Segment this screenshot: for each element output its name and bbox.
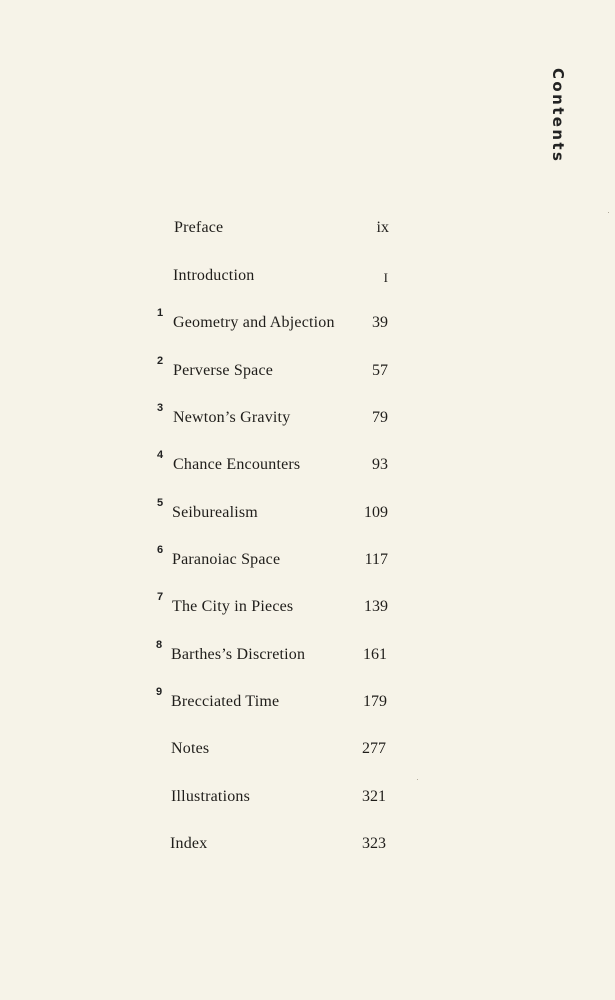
toc-entry-chapter-4[interactable] [157, 449, 397, 480]
entry-title: Chance Encounters [173, 456, 301, 473]
entry-page-number: 321 [362, 788, 386, 805]
entry-title: Introduction [173, 267, 255, 284]
entry-title: Brecciated Time [171, 693, 280, 710]
paper-speck [608, 212, 609, 213]
chapter-number: 2 [157, 355, 164, 367]
chapter-number: 4 [157, 449, 164, 461]
toc-entry-chapter-8[interactable] [156, 639, 396, 670]
entry-page-number: 39 [372, 314, 388, 331]
entry-title: Paranoiac Space [172, 551, 281, 568]
entry-page-number: 109 [364, 504, 388, 521]
entry-page-number: 323 [362, 835, 386, 852]
entry-page-number: 277 [362, 740, 386, 757]
chapter-number: 7 [157, 591, 164, 603]
chapter-number: 5 [157, 497, 164, 509]
toc-entry-chapter-3[interactable] [157, 402, 397, 433]
entry-title: Perverse Space [173, 362, 274, 379]
entry-page-number: 93 [372, 456, 388, 473]
toc-entry-introduction[interactable] [157, 267, 397, 291]
toc-entry-chapter-1[interactable] [157, 307, 397, 338]
toc-entry-chapter-2[interactable] [157, 355, 397, 386]
chapter-number: 8 [156, 639, 163, 651]
toc-entry-preface[interactable] [157, 219, 397, 243]
entry-page-number: 139 [364, 598, 388, 615]
running-head: Contents [549, 68, 567, 164]
entry-title: Illustrations [171, 788, 251, 805]
entry-title: Seiburealism [172, 504, 258, 521]
entry-title: The City in Pieces [172, 598, 294, 615]
toc-entry-index[interactable] [156, 835, 396, 859]
toc-entry-chapter-6[interactable] [157, 544, 397, 575]
entry-page-number: 179 [363, 693, 387, 710]
toc-entry-chapter-9[interactable] [156, 686, 396, 717]
entry-page-number: 79 [372, 409, 388, 426]
entry-title: Preface [174, 219, 224, 236]
chapter-number: 3 [157, 402, 164, 414]
toc-entry-illustrations[interactable] [156, 788, 396, 812]
entry-title: Index [170, 835, 208, 852]
chapter-number: 9 [156, 686, 163, 698]
toc-entry-chapter-7[interactable] [157, 591, 397, 622]
paper-speck [417, 779, 418, 780]
toc-entry-notes[interactable] [156, 740, 396, 764]
entry-page-number: 117 [364, 551, 388, 568]
entry-title: Notes [171, 740, 210, 757]
entry-page-number: 161 [363, 646, 387, 663]
entry-title: Barthes’s Discretion [171, 646, 306, 663]
entry-title: Geometry and Abjection [173, 314, 335, 331]
entry-page-number: ix [376, 219, 389, 236]
toc-entry-chapter-5[interactable] [157, 497, 397, 528]
entry-page-number: I [383, 270, 388, 285]
entry-page-number: 57 [372, 362, 388, 379]
entry-title: Newton’s Gravity [173, 409, 291, 426]
chapter-number: 1 [157, 307, 164, 319]
chapter-number: 6 [157, 544, 164, 556]
